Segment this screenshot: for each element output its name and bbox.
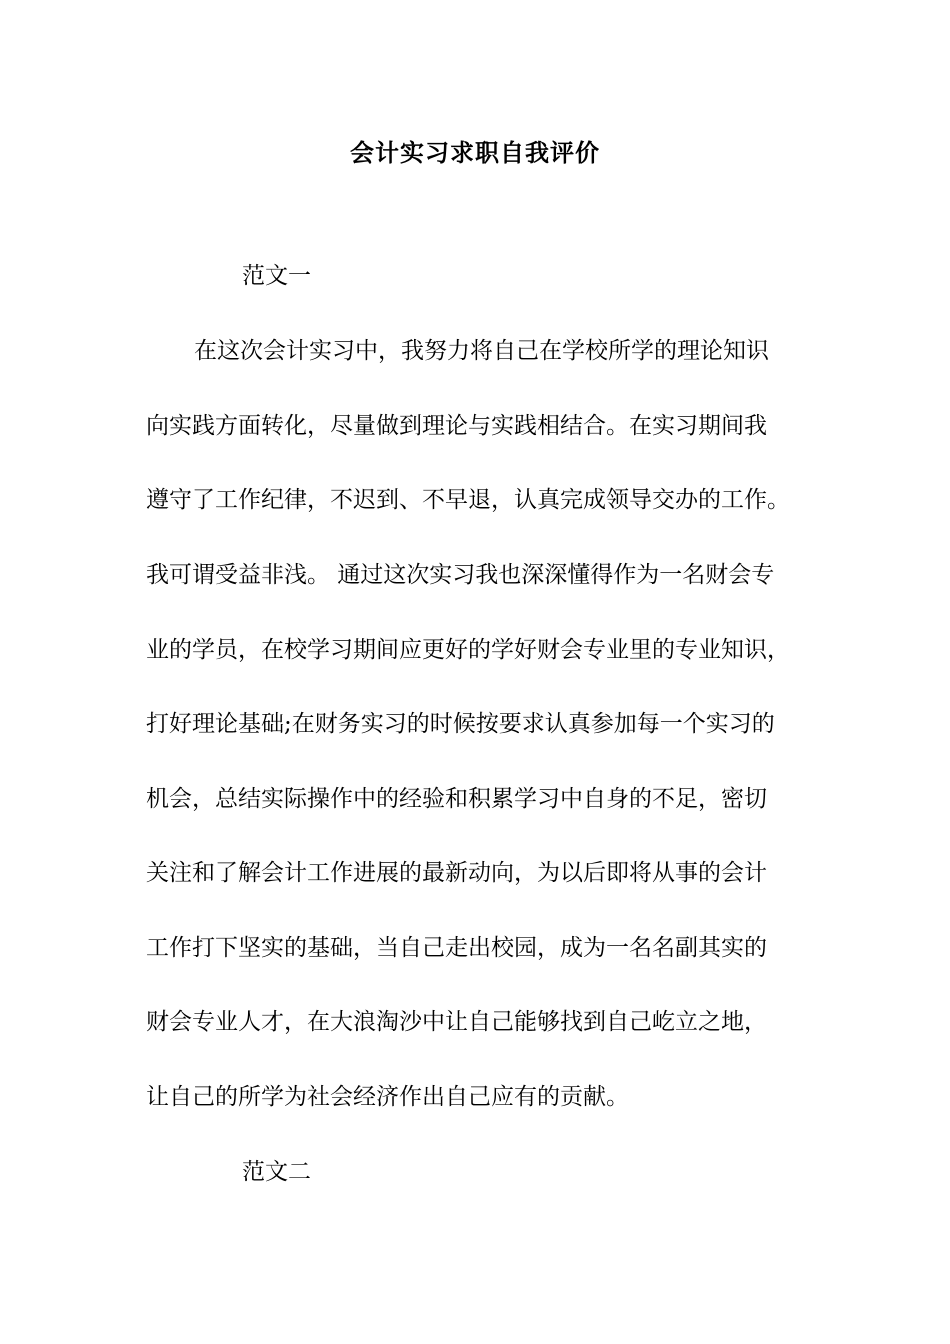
paragraph-line: 业的学员，在校学习期间应更好的学好财会专业里的专业知识，: [146, 637, 790, 663]
paragraph-line: 在这次会计实习中，我努力将自己在学校所学的理论知识: [194, 338, 769, 364]
paragraph-line: 机会，总结实际操作中的经验和积累学习中自身的不足，密切: [146, 786, 767, 812]
paragraph-line: 工作打下坚实的基础，当自己走出校园，成为一名名副其实的: [146, 935, 767, 961]
section-heading-2: 范文二: [242, 1159, 311, 1185]
paragraph-line: 财会专业人才，在大浪淘沙中让自己能够找到自己屹立之地，: [146, 1009, 767, 1035]
paragraph-line: 打好理论基础;在财务实习的时候按要求认真参加每一个实习的: [146, 711, 775, 737]
paragraph-line: 关注和了解会计工作进展的最新动向，为以后即将从事的会计: [146, 860, 767, 886]
paragraph-line: 向实践方面转化，尽量做到理论与实践相结合。在实习期间我: [146, 413, 767, 439]
document-title: 会计实习求职自我评价: [350, 138, 600, 167]
paragraph-line: 让自己的所学为社会经济作出自己应有的贡献。: [146, 1084, 629, 1110]
paragraph-line: 我可谓受益非浅。 通过这次实习我也深深懂得作为一名财会专: [146, 562, 775, 588]
section-heading-1: 范文一: [242, 263, 311, 289]
paragraph-line: 遵守了工作纪律，不迟到、不早退，认真完成领导交办的工作。: [146, 487, 790, 513]
